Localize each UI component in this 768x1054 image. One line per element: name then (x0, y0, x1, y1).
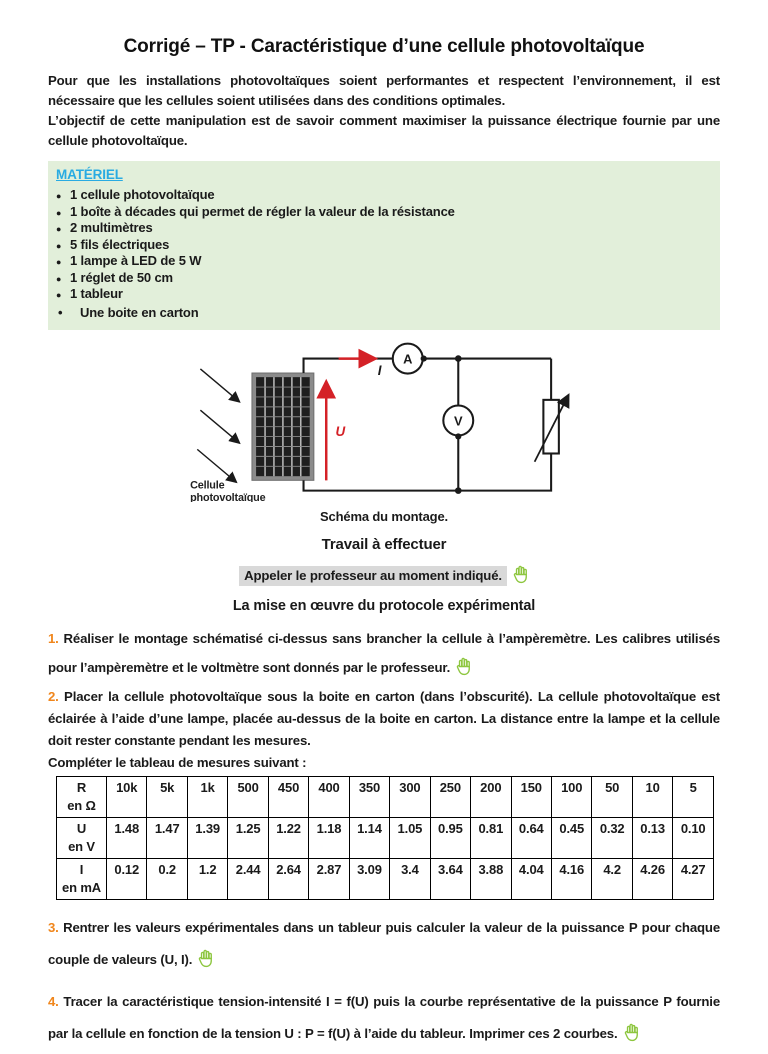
table-cell: 5k (147, 777, 187, 818)
table-cell: 2.87 (309, 859, 349, 900)
raised-hand-icon (623, 1022, 640, 1054)
voltmeter-icon (443, 406, 473, 436)
row-header: I en mA (57, 859, 107, 900)
materiel-item: ● 1 cellule photovoltaïque (56, 187, 710, 204)
table-cell: 4.2 (592, 859, 632, 900)
intro-section (48, 71, 720, 151)
table-cell: 0.32 (592, 818, 632, 859)
table-cell: 0.12 (107, 859, 147, 900)
table-cell: 0.95 (430, 818, 470, 859)
step-text: Tracer la caractéristique tension-intensité I = f(U) puis la courbe représentative de la puissance P fournie par la cellule en fonction de la tension U : P = f(U) à l’aide du tableur. Imprimer ces 2 courbes. (48, 994, 720, 1041)
materiel-item: • Une boite en carton (56, 305, 710, 322)
light-rays-icon (197, 369, 239, 482)
cell-label: photovoltaïque (190, 491, 266, 502)
step-2 (48, 686, 720, 752)
step-1 (48, 624, 720, 686)
table-cell: 3.4 (390, 859, 430, 900)
table-cell: 1.2 (187, 859, 227, 900)
rheostat-icon (535, 395, 569, 462)
table-cell: 2.44 (228, 859, 268, 900)
table-cell: 0.13 (632, 818, 672, 859)
table-cell: 150 (511, 777, 551, 818)
row-header: R en Ω (57, 777, 107, 818)
callout-line (48, 565, 720, 589)
current-label: I (377, 363, 382, 379)
step-number: 4. (48, 994, 59, 1009)
row-header: U en V (57, 818, 107, 859)
raised-hand-icon (512, 565, 529, 589)
measurements-table (56, 776, 714, 900)
table-cell: 0.10 (673, 818, 714, 859)
table-cell: 3.09 (349, 859, 389, 900)
table-cell: 0.2 (147, 859, 187, 900)
materiel-list (56, 187, 710, 321)
table-cell: 1.48 (107, 818, 147, 859)
materiel-item: ● 1 boîte à décades qui permet de régler la valeur de la résistance (56, 204, 710, 221)
table-row (57, 777, 714, 818)
table-cell: 350 (349, 777, 389, 818)
table-cell: 4.16 (551, 859, 591, 900)
table-cell: 4.26 (632, 859, 672, 900)
table-cell: 1.39 (187, 818, 227, 859)
table-cell: 1.14 (349, 818, 389, 859)
steps-section-2 (48, 912, 720, 1054)
table-intro: Compléter le tableau de mesures suivant : (48, 755, 307, 770)
measurements-body (57, 777, 714, 900)
materiel-heading: MATÉRIEL (56, 167, 123, 182)
table-cell: 3.88 (471, 859, 511, 900)
step-text: Rentrer les valeurs expérimentales dans un tableur puis calculer la valeur de la puissance P pour chaque couple de valeurs (U, I). (48, 920, 721, 967)
materiel-item: ● 1 réglet de 50 cm (56, 270, 710, 287)
materiel-box (48, 161, 720, 330)
materiel-item: ● 1 lampe à LED de 5 W (56, 253, 710, 270)
table-cell: 400 (309, 777, 349, 818)
table-cell: 10k (107, 777, 147, 818)
table-row (57, 818, 714, 859)
ammeter-icon (393, 344, 423, 374)
materiel-item: ● 2 multimètres (56, 220, 710, 237)
table-cell: 2.64 (268, 859, 308, 900)
raised-hand-icon (197, 948, 214, 980)
section-subheading-protocole: La mise en œuvre du protocole expérimental (232, 598, 536, 614)
section-heading-travail: Travail à effectuer (321, 536, 447, 553)
table-cell: 10 (632, 777, 672, 818)
step-number: 1. (48, 631, 59, 646)
steps-section (48, 624, 720, 774)
page-title: Corrigé – TP - Caractéristique d’une cellule photovoltaïque (123, 36, 645, 57)
table-cell: 50 (592, 777, 632, 818)
circuit-diagram (48, 340, 720, 524)
table-cell: 200 (471, 777, 511, 818)
table-cell: 3.64 (430, 859, 470, 900)
cell-label: Cellule (190, 479, 225, 492)
table-cell: 4.27 (673, 859, 714, 900)
table-cell: 450 (268, 777, 308, 818)
table-cell: 1.25 (228, 818, 268, 859)
step-4 (48, 986, 720, 1054)
table-cell: 0.81 (471, 818, 511, 859)
step-3 (48, 912, 720, 980)
callout-text: Appeler le professeur au moment indiqué. (239, 566, 507, 586)
table-cell: 1.05 (390, 818, 430, 859)
table-cell: 4.04 (511, 859, 551, 900)
diagram-caption: Schéma du montage. (319, 509, 449, 524)
materiel-item: ● 5 fils électriques (56, 237, 710, 254)
table-cell: 1.47 (147, 818, 187, 859)
raised-hand-icon (455, 657, 472, 686)
table-cell: 0.45 (551, 818, 591, 859)
table-cell: 250 (430, 777, 470, 818)
step-text: Réaliser le montage schématisé ci-dessus sans brancher la cellule à l’ampèremètre. Les calibres utilisés pour l’ampèremètre et le voltmètre sont donnés par le professeur. (48, 631, 721, 675)
table-cell: 100 (551, 777, 591, 818)
circuit-schematic (188, 340, 580, 502)
table-cell: 500 (228, 777, 268, 818)
step-text: Placer la cellule photovoltaïque sous la boite en carton (dans l’obscurité). La cellule photovoltaïque est éclairée à l’aide d’une lampe, placée au-dessus de la boite en carton. La distance entre la lampe et la cellule doit rester constante pendant les mesures. (48, 689, 720, 748)
solar-panel-icon (252, 373, 314, 480)
table-cell: 1.22 (268, 818, 308, 859)
table-cell: 1k (187, 777, 227, 818)
table-cell: 0.64 (511, 818, 551, 859)
table-row (57, 859, 714, 900)
intro-paragraph: Pour que les installations photovoltaïques soient performantes et respectent l’environnement, il est nécessaire que les cellules soient utilisées dans des conditions optimales. (48, 73, 720, 108)
voltage-label: U (335, 423, 346, 439)
table-cell: 5 (673, 777, 714, 818)
voltmeter-label: V (454, 413, 463, 429)
step-number: 2. (48, 689, 59, 704)
materiel-item: ● 1 tableur (56, 286, 710, 303)
ammeter-label: A (403, 351, 413, 367)
table-cell: 300 (390, 777, 430, 818)
table-cell: 1.18 (309, 818, 349, 859)
step-number: 3. (48, 920, 59, 935)
intro-paragraph: L’objectif de cette manipulation est de savoir comment maximiser la puissance électrique fournie par une cellule photovoltaïque. (48, 113, 720, 148)
